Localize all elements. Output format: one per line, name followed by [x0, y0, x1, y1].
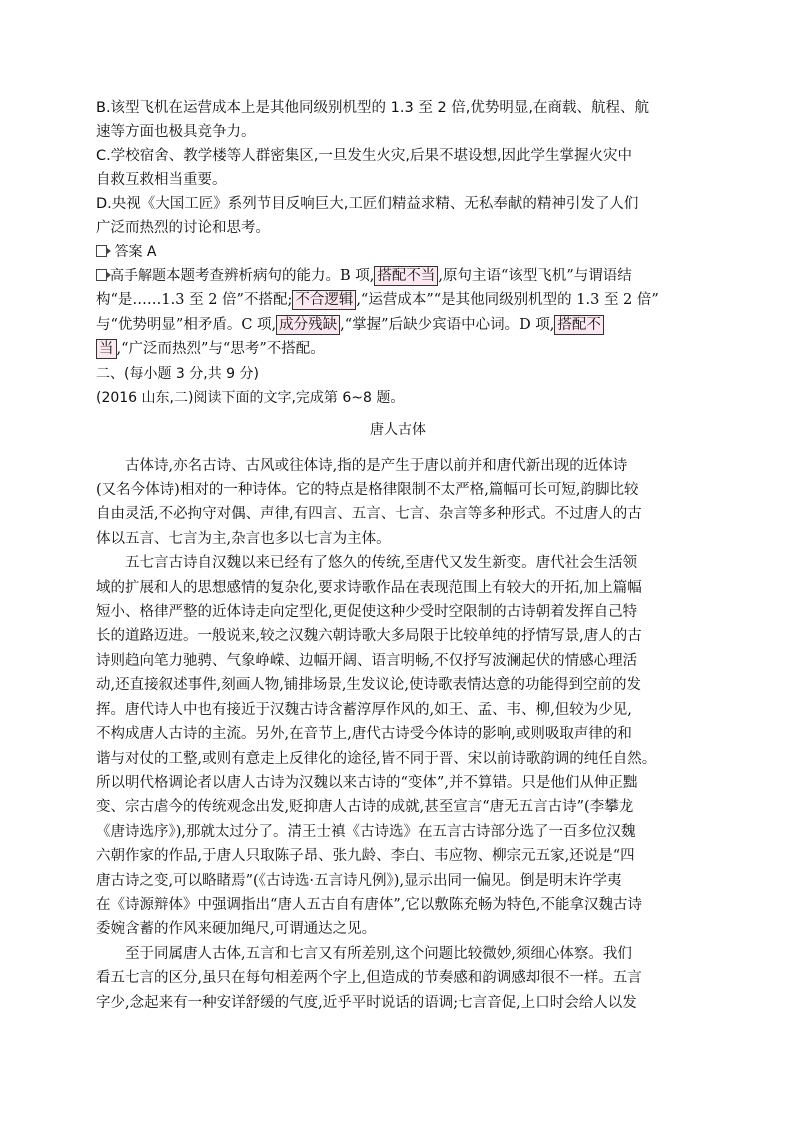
p2-line: 在《诗源辩体》中强调指出“唐人五古自有唐体”,它以敷陈充畅为特色,不能拿汉魏古诗 [96, 896, 643, 913]
analysis-line-3 [96, 313, 700, 337]
analysis-line-1 [96, 264, 700, 288]
analysis-text-6: ,“掌握”后缺少宾语中心词。D 项, [340, 316, 555, 333]
p2-line: 长的道路迈进。一般说来,较之汉魏六朝诗歌大多局限于比较单纯的抒情写景,唐人的古 [96, 628, 642, 645]
p2-line: 《唐诗选序》),那就太过分了。清王士禛《古诗选》在五言古诗部分选了一百多位汉魏 [96, 823, 636, 840]
p2-line: 诗则趋向笔力驰骋、气象峥嵘、边幅开阔、语言明畅,不仅抒写波澜起伏的情感心理活 [96, 652, 638, 669]
p2-line: 不构成唐人古诗的主流。另外,在音节上,唐代古诗受今体诗的影响,或则吸取声律的和 [96, 726, 632, 743]
p3-line: 至于同属唐人古体,五言和七言又有所差别,这个问题比较微妙,须细心体察。我们 [125, 945, 632, 962]
analysis-text-3: 构“是……1.3 至 2 倍”不搭配; [96, 292, 293, 309]
p3-line: 字少,念起来有一种安详舒缓的气度,近乎平时说话的语调;七言音促,上口时会给人以发 [96, 994, 637, 1011]
page [96, 96, 700, 1015]
p2-line: 变、宗古虐今的传统观念出发,贬抑唐人古诗的成就,甚至宣言“唐无五言古诗”(李攀龙 [96, 799, 634, 816]
analysis-highlight-4a: 搭配不 [554, 315, 604, 335]
option-b [96, 96, 700, 144]
p2-line: 五七言古诗自汉魏以来已经有了悠久的传统,至唐代又发生新变。唐代社会生活领 [125, 555, 638, 572]
analysis-text-5: 与“优势明显”相矛盾。C 项, [96, 316, 277, 333]
answer-label: 答案 A [114, 244, 157, 260]
analysis-line-4 [96, 337, 700, 361]
analysis-text-1: 本题考查辨析病句的能力。B 项, [166, 268, 375, 284]
p2-line: 唐古诗之变,可以略睹焉”(《古诗选·五言诗凡例》),显示出同一偏见。倒是明末许学夷 [96, 872, 622, 889]
analysis-text-2: ,原句主语“该型飞机”与谓语结 [438, 268, 632, 284]
analysis-highlight-2: 不合逻辑 [292, 290, 356, 310]
p2-line: 短小、格律严整的近体诗走向定型化,更促使这种少受时空限制的古诗朝着发挥自己特 [96, 604, 638, 621]
p3-line: 看五七言的区分,虽只在每句相差两个字上,但造成的节奏感和韵调感却很不一样。五言 [96, 970, 642, 987]
p2-line: 委婉含蓄的作风来硬加绳尺,可谓通达之见。 [96, 921, 377, 938]
option-c-line-2: 自救互救相当重要。 [96, 172, 227, 188]
option-b-line-1: B.该型飞机在运营成本上是其他同级别机型的 1.3 至 2 倍,优势明显,在商载、航程、航 [96, 100, 649, 116]
p2-line: 动,还直接叙述事件,刻画人物,铺排场景,生发议论,使诗歌表情达意的功能得到空前的发 [96, 677, 642, 694]
option-d-line-1: D.央视《大国工匠》系列节目反响巨大,工匠们精益求精、无私奉献的精神引发了人们 [96, 196, 639, 212]
analysis-lead: 高手解题 [110, 268, 166, 284]
p1-line: 体以五言、七言为主,杂言也多以七言为主体。 [96, 530, 391, 547]
option-b-line-2: 速等方面也极具竞争力。 [96, 124, 256, 140]
p2-line: 六朝作家的作品,于唐人只取陈子昂、张九龄、李白、韦应物、柳宗元五家,还说是“四 [96, 848, 635, 865]
option-d-line-2: 广泛而热烈的讨论和思考。 [96, 220, 270, 236]
analysis-marker-icon [96, 269, 107, 281]
p1-line: 自由灵活,不必拘守对偶、声律,有四言、五言、七言、杂言等多种形式。不过唐人的古 [96, 506, 642, 523]
passage-title: 唐人古体 [370, 421, 426, 438]
option-c [96, 144, 700, 192]
option-c-line-1: C.学校宿舍、教学楼等人群密集区,一旦发生火灾,后果不堪设想,因此学生掌握火灾中 [96, 148, 633, 164]
analysis [96, 264, 700, 362]
p1-line: 古体诗,亦名古诗、古风或往体诗,指的是产生于唐以前并和唐代新出现的近体诗 [125, 457, 628, 474]
analysis-highlight-4b: 当 [96, 339, 117, 359]
option-d [96, 192, 700, 240]
analysis-line-2 [96, 288, 700, 312]
p1-line: (又名今体诗)相对的一种诗体。它的特点是格律限制不太严格,篇幅可长可短,韵脚比较 [96, 482, 639, 499]
analysis-highlight-3: 成分残缺 [276, 315, 340, 335]
answer-marker-icon [96, 245, 107, 257]
analysis-text-7: ,“广泛而热烈”与“思考”不搭配。 [116, 341, 325, 358]
analysis-highlight-1: 搭配不当 [374, 266, 438, 286]
section-source: (2016 山东,二)阅读下面的文字,完成第 6~8 题。 [96, 389, 405, 406]
p2-line: 谐与对仗的工整,或则有意走上反律化的途径,皆不同于晋、宋以前诗歌韵调的纯任自然。 [96, 750, 657, 767]
section-heading: 二、(每小题 3 分,共 9 分) [96, 365, 259, 382]
p2-line: 挥。唐代诗人中也有接近于汉魏古诗含蓄淳厚作风的,如王、孟、韦、柳,但较为少见, [96, 701, 632, 718]
p2-line: 所以明代格调论者以唐人古诗为汉魏以来古诗的“变体”,并不算错。只是他们从伸正黜 [96, 774, 638, 791]
p2-line: 域的扩展和人的思想感情的复杂化,要求诗歌作品在表现范围上有较大的开拓,加上篇幅 [96, 579, 642, 596]
analysis-text-4: ,“运营成本”“是其他同级别机型的 1.3 至 2 倍” [356, 292, 659, 309]
answer-line [96, 240, 700, 264]
passage-body [96, 454, 700, 1015]
